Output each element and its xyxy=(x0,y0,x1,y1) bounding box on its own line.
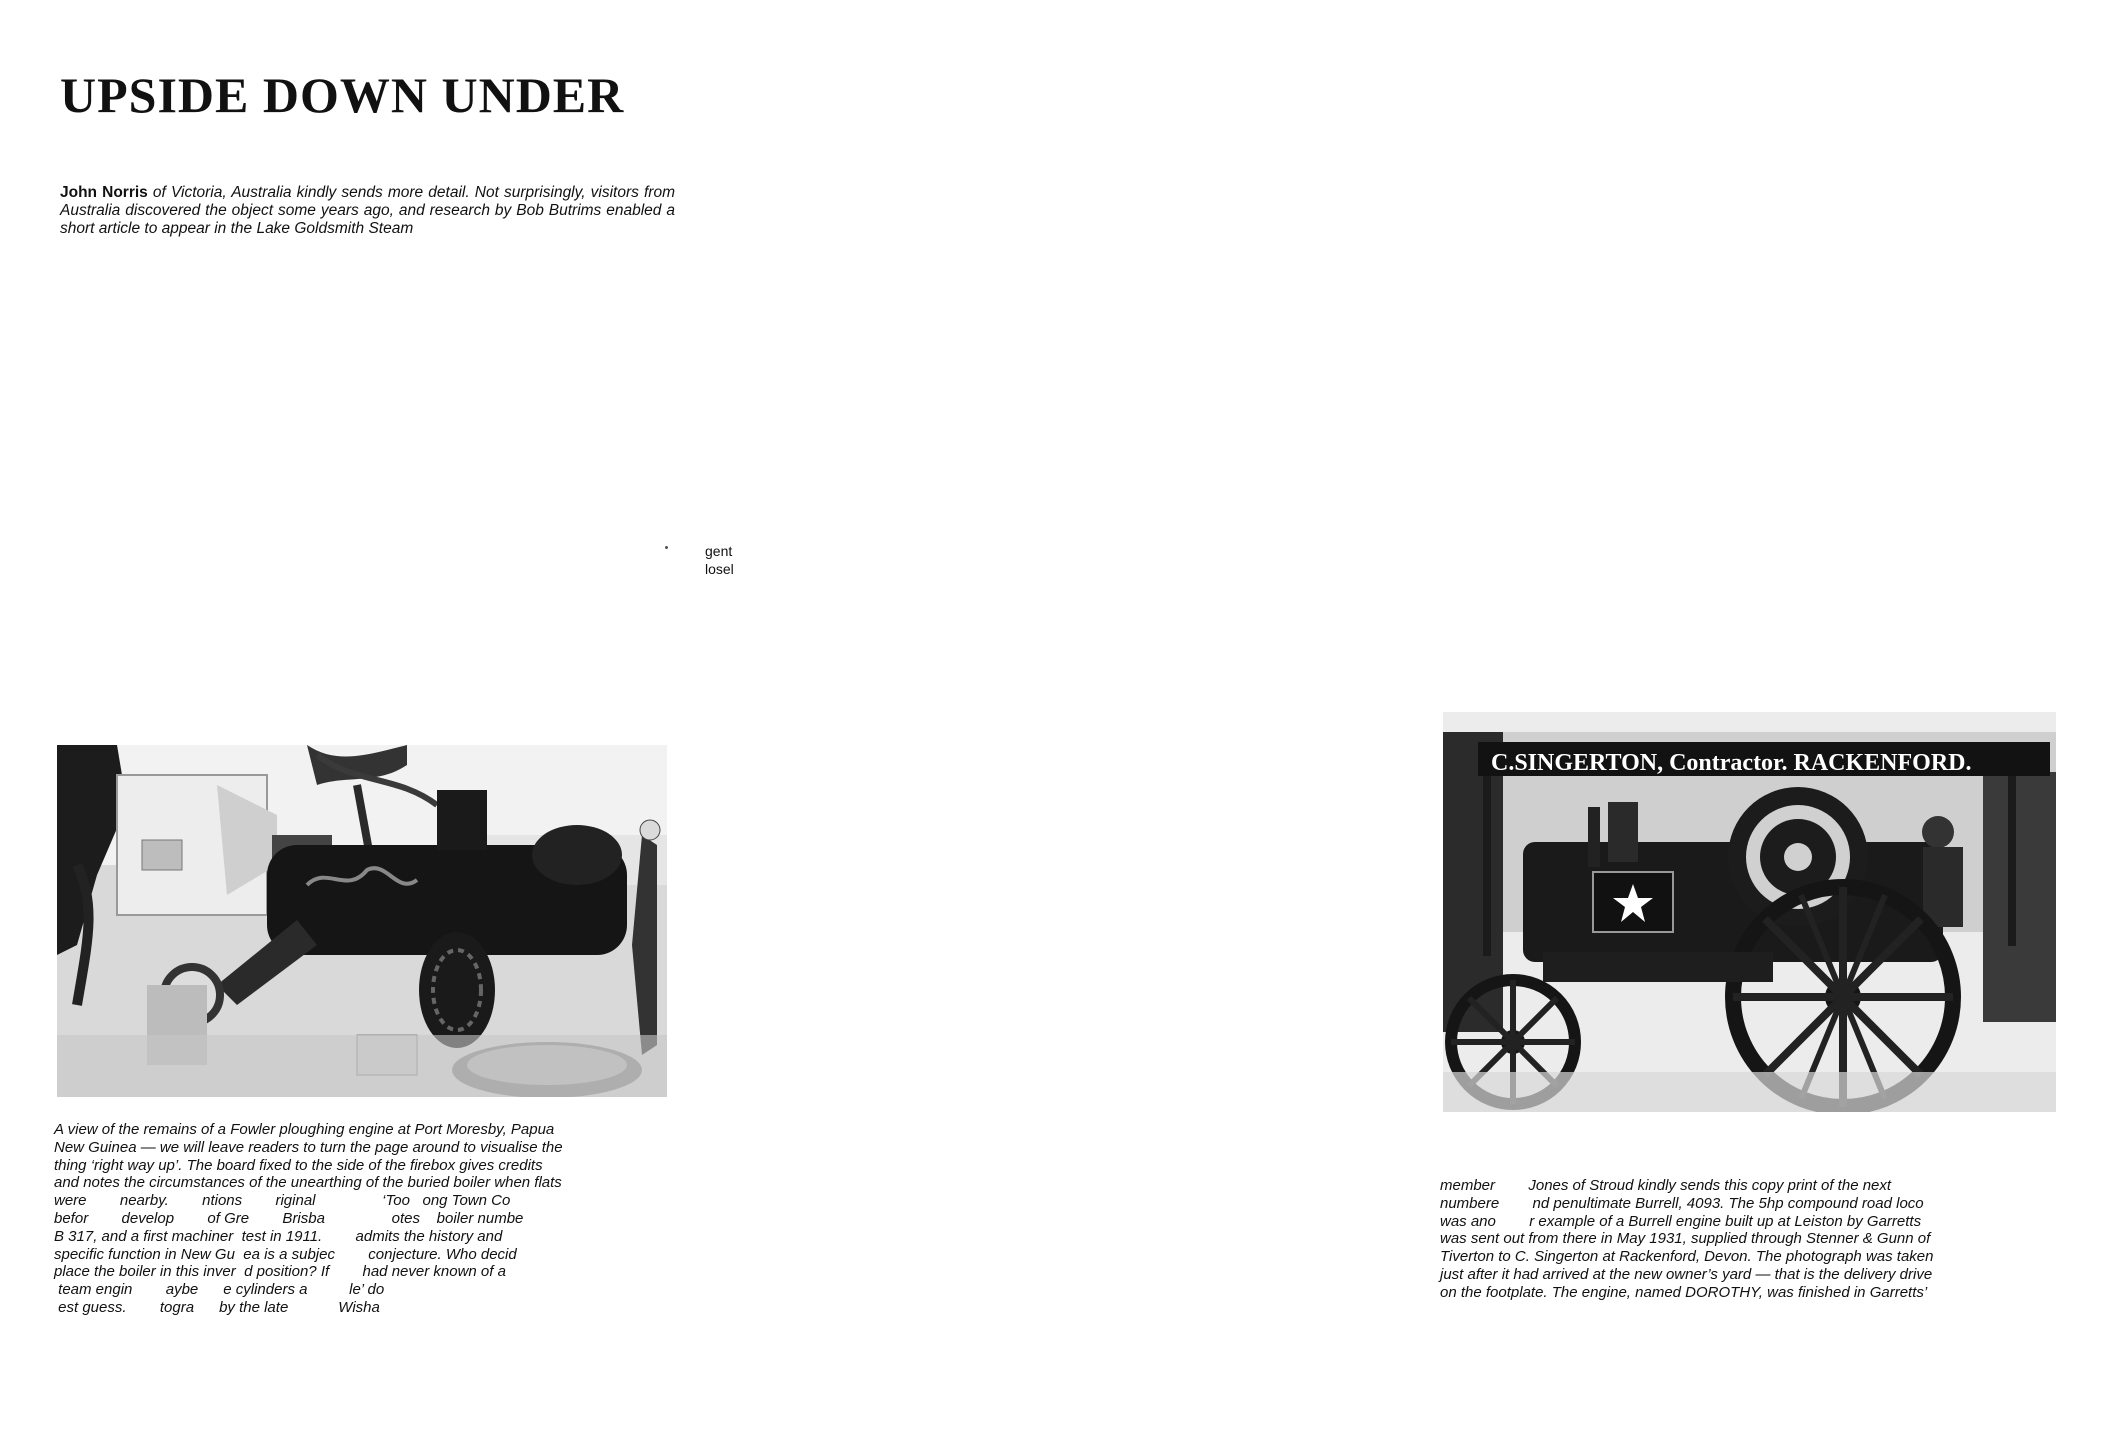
left-caption-line: and notes the circumstances of the unearthing of the buried boiler when flats xyxy=(54,1174,562,1192)
column-fragment-line: losel xyxy=(705,561,734,577)
left-photo-caption xyxy=(54,1121,664,1317)
right-caption-line: just after it had arrived at the new owner’s yard — that is the delivery drive xyxy=(1440,1265,1933,1283)
column-fragment-line: gent xyxy=(705,543,733,559)
fowler-engine-illustration xyxy=(57,745,667,1097)
left-caption-line: team engin aybe e cylinders a le’ do xyxy=(54,1281,385,1299)
left-caption-line: place the boiler in this inver d position? If had never known of a xyxy=(54,1263,506,1281)
engine-sign-text: C.SINGERTON, Contractor. RACKENFORD. xyxy=(1491,750,1972,776)
right-caption-line: on the footplate. The engine, named DOROTHY, was finished in Garretts’ xyxy=(1440,1283,1928,1301)
column-fragment xyxy=(705,542,734,578)
right-caption-line: Tiverton to C. Singerton at Rackenford, Devon. The photograph was taken xyxy=(1440,1248,1934,1266)
left-caption-line: B 317, and a first machiner test in 1911. admits the history and xyxy=(54,1227,503,1245)
page-title: UPSIDE DOWN UNDER xyxy=(60,67,625,123)
intro-author: John Norris xyxy=(60,184,148,201)
right-caption-line: member Jones of Stroud kindly sends this copy print of the next xyxy=(1440,1177,1892,1194)
stray-dot xyxy=(665,546,668,549)
intro-text: of Victoria, Australia kindly sends more detail. Not surprisingly, visitors from Australia discovered the object some years ago, and research by Bob Butrims enabled a short article to appear in the Lake Goldsmith Steam xyxy=(60,184,675,237)
fowler-engine-photo xyxy=(57,745,667,1097)
left-caption-line: befor develop of Gre Brisba otes boiler numbe xyxy=(54,1209,524,1227)
left-caption-line: New Guinea — we will leave readers to turn the page around to visualise the xyxy=(54,1138,563,1156)
right-caption-line: numbere nd penultimate Burrell, 4093. The 5hp compound road loco xyxy=(1440,1194,1924,1212)
right-photo-caption xyxy=(1440,1177,2015,1302)
right-caption-line: was sent out from there in May 1931, supplied through Stenner & Gunn of xyxy=(1440,1230,1931,1248)
burrell-engine-illustration xyxy=(1443,712,2056,1112)
left-caption-line: est guess. togra by the late Wisha xyxy=(54,1298,380,1316)
left-caption-line: specific function in New Gu ea is a subjec conjecture. Who decid xyxy=(54,1245,517,1263)
left-caption-line: were nearby. ntions riginal ‘Too ong Town Co xyxy=(54,1192,511,1210)
intro-paragraph xyxy=(60,184,675,238)
right-caption-line: was ano r example of a Burrell engine built up at Leiston by Garretts xyxy=(1440,1212,1922,1230)
left-caption-line: A view of the remains of a Fowler ploughing engine at Port Moresby, Papua xyxy=(54,1121,555,1138)
left-caption-line: thing ‘right way up’. The board fixed to the side of the firebox gives credits xyxy=(54,1156,543,1174)
burrell-engine-photo xyxy=(1443,712,2056,1112)
